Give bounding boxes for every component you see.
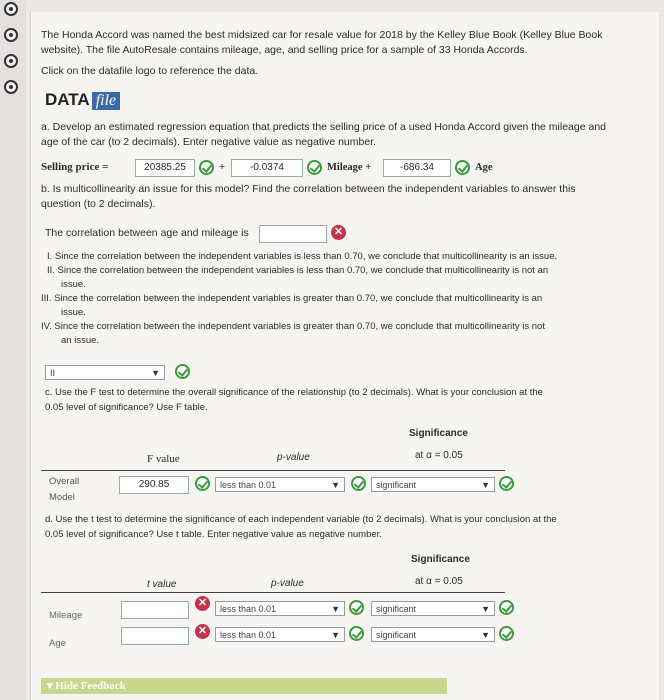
c-alpha-header: at α = 0.05 (415, 450, 463, 461)
part-d-line1: d. Use the t test to determine the significance of each independent variable (to 2 decimals). What is your conclusion at the (45, 514, 557, 525)
chevron-down-icon: ▼ (331, 630, 340, 640)
multicollinearity-select-value: II (50, 368, 56, 378)
mileage-row-label: Mileage (49, 610, 83, 621)
correct-check-icon (195, 476, 210, 491)
mileage-coef-input[interactable]: -0.0374 (231, 159, 303, 177)
part-b-line1: b. Is multicollinearity an issue for this model? Find the correlation between the independent variables to answer this (41, 183, 576, 195)
hide-feedback-button[interactable]: ▾ Hide Feedback (41, 678, 447, 694)
c-fvalue-header: F value (147, 453, 180, 465)
age-t-input[interactable] (121, 627, 189, 645)
option-ii: II. Since the correlation between the independent variables is less than 0.70, we conclude that multicollinearity is not an (47, 265, 549, 276)
option-ii-cont: issue. (61, 279, 86, 290)
part-a-line2: age of the car (to 2 decimals). Enter negative value as negative number. (41, 136, 377, 148)
question-nav-dot[interactable] (4, 54, 18, 68)
correct-check-icon (307, 160, 322, 175)
correct-check-icon (351, 476, 366, 491)
c-table-divider (41, 470, 505, 471)
mileage-t-input[interactable] (121, 601, 189, 619)
datafile-data-label: DATA (45, 90, 90, 109)
c-pvalue-select-value: less than 0.01 (220, 480, 277, 490)
d-tvalue-header: t value (147, 579, 177, 590)
age-significance-select-value: significant (376, 630, 417, 640)
chevron-down-icon: ▼ (481, 604, 490, 614)
question-nav-dot[interactable] (4, 28, 18, 42)
incorrect-x-icon: ✕ (195, 596, 210, 611)
correct-check-icon (499, 476, 514, 491)
age-coef-input[interactable]: -686.34 (383, 159, 451, 177)
hide-feedback-label: Hide Feedback (55, 680, 126, 692)
model-label: Model (49, 492, 75, 503)
age-row-label: Age (49, 638, 66, 649)
chevron-down-icon: ▼ (481, 630, 490, 640)
option-iii-cont: issue. (61, 307, 86, 318)
selling-price-label: Selling price = (41, 161, 109, 173)
mileage-significance-select-value: significant (376, 604, 417, 614)
f-value-input[interactable]: 290.85 (119, 476, 189, 494)
correct-check-icon (499, 626, 514, 641)
age-significance-select[interactable] (371, 627, 495, 642)
d-significance-header: Significance (411, 554, 470, 565)
question-nav-sidebar (0, 0, 26, 700)
datafile-logo[interactable] (45, 90, 120, 110)
d-table-divider (41, 592, 505, 593)
mileage-plus-label: Mileage + (327, 162, 372, 173)
d-pvalue-header: p-value (271, 578, 304, 589)
correlation-label: The correlation between age and mileage is (45, 227, 249, 239)
intro-line1: The Honda Accord was named the best midsized car for resale value for 2018 by the Kelley Blue Book (Kelley Blue Book (41, 29, 603, 41)
c-significance-select-value: significant (376, 480, 417, 490)
option-iii: III. Since the correlation between the independent variables is greater than 0.70, we conclude that multicollinearity is an (41, 293, 543, 304)
part-b-line2: question (to 2 decimals). (41, 198, 156, 210)
c-significance-header: Significance (409, 428, 468, 439)
question-panel (30, 12, 659, 700)
correct-check-icon (175, 364, 190, 379)
d-alpha-header: at α = 0.05 (415, 576, 463, 587)
correct-check-icon (199, 160, 214, 175)
age-pvalue-select[interactable] (215, 627, 345, 642)
multicollinearity-select[interactable] (45, 365, 165, 380)
option-iv-cont: an issue. (61, 335, 100, 346)
part-c-line2: 0.05 level of significance? Use F table. (45, 402, 208, 413)
age-label: Age (475, 162, 493, 173)
part-d-line2: 0.05 level of significance? Use t table. Enter negative value as negative number. (45, 529, 382, 540)
incorrect-x-icon: ✕ (331, 225, 346, 240)
c-pvalue-select[interactable] (215, 477, 345, 492)
c-significance-select[interactable] (371, 477, 495, 492)
datafile-file-label: file (92, 92, 120, 110)
question-nav-dot[interactable] (4, 2, 18, 16)
chevron-down-icon: ▼ (331, 604, 340, 614)
correct-check-icon (455, 160, 470, 175)
correct-check-icon (499, 600, 514, 615)
intro-line3: Click on the datafile logo to reference the data. (41, 65, 259, 77)
intro-line2: website). The file AutoResale contains mileage, age, and selling price for a sample of 33 Honda Accords. (41, 44, 528, 56)
part-a-line1: a. Develop an estimated regression equation that predicts the selling price of a used Honda Accord given the mileage and (41, 121, 607, 133)
option-iv: IV. Since the correlation between the independent variables is greater than 0.70, we conclude that multicollinearity is not (41, 321, 545, 332)
plus-sign: + (219, 161, 226, 173)
overall-label: Overall (49, 476, 80, 487)
correct-check-icon (349, 626, 364, 641)
c-pvalue-header: p-value (277, 452, 310, 463)
option-i: I. Since the correlation between the independent variables is less than 0.70, we conclude that multicollinearity is an issue. (47, 251, 558, 262)
age-pvalue-select-value: less than 0.01 (220, 630, 277, 640)
chevron-down-icon: ▼ (481, 480, 490, 490)
correct-check-icon (349, 600, 364, 615)
intercept-input[interactable]: 20385.25 (135, 159, 195, 177)
part-c-line1: c. Use the F test to determine the overall significance of the relationship (to 2 decimals). What is your conclusion at the (45, 387, 543, 398)
incorrect-x-icon: ✕ (195, 624, 210, 639)
chevron-down-icon: ▼ (151, 368, 160, 378)
mileage-significance-select[interactable] (371, 601, 495, 616)
question-nav-dot[interactable] (4, 80, 18, 94)
chevron-down-icon: ▼ (331, 480, 340, 490)
correlation-input[interactable] (259, 225, 327, 243)
mileage-pvalue-select[interactable] (215, 601, 345, 616)
mileage-pvalue-select-value: less than 0.01 (220, 604, 277, 614)
